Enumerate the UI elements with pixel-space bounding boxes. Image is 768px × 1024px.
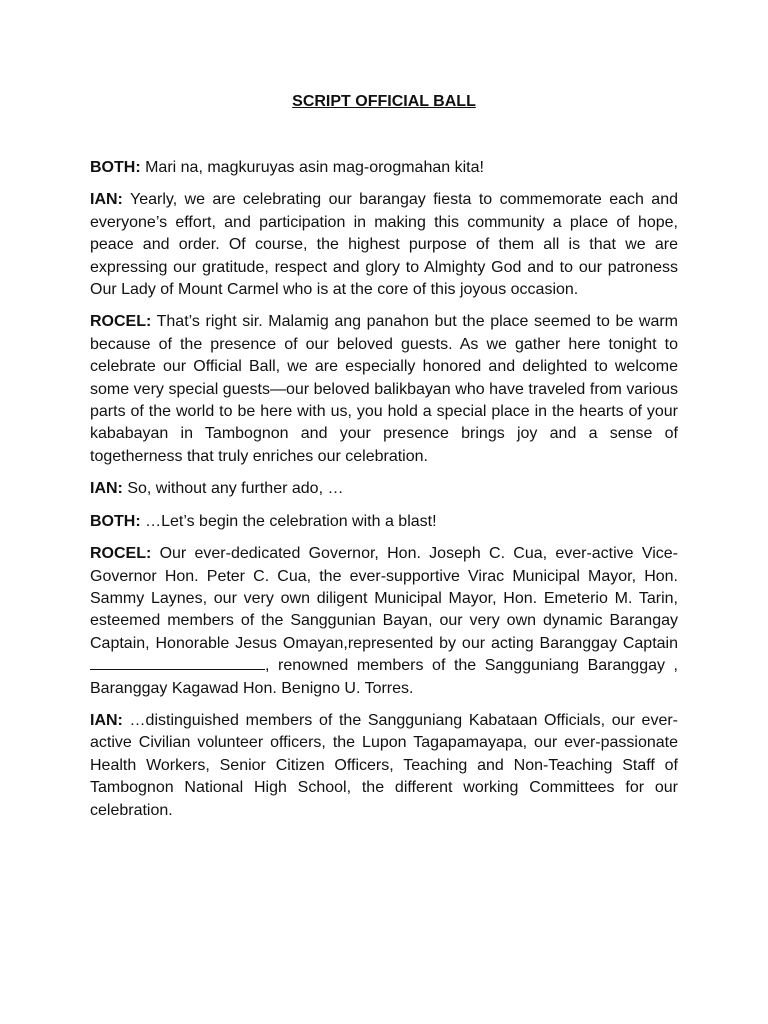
script-line-2 bbox=[90, 189, 678, 301]
speaker-label: IAN: bbox=[90, 191, 123, 209]
document-page bbox=[90, 91, 678, 832]
line-text: Mari na, magkuruyas asin mag-orogmahan kita! bbox=[140, 159, 484, 176]
fill-in-blank bbox=[90, 655, 265, 670]
line-text: Our ever-dedicated Governor, Hon. Joseph C. Cua, ever-active Vice-Governor Hon. Peter C. Cua, the ever-supportive Virac Municipal Mayor, Hon. Sammy Laynes, our very own diligent Municipal Mayor, Hon. Emeterio M. Tarin, esteemed members of the Sanggunian Bayan, our very own dynamic Barangay Captain, Honorable Jesus Omayan,represented by our acting Baranggay Captain bbox=[90, 545, 678, 652]
script-line-4 bbox=[90, 478, 678, 500]
line-text: …distinguished members of the Sangguniang Kabataan Officials, our ever-active Civilian volunteer officers, the Lupon Tagapamayapa, our ever-passionate Health Workers, Senior Citizen Officers, Teaching and Non-Teaching Staff of Tambognon National High School, the different working Committees for our celebration. bbox=[90, 711, 678, 819]
line-text: That’s right sir. Malamig ang panahon but the place seemed to be warm because of the presence of our beloved guests. As we gather here tonight to celebrate our Official Ball, we are especially honored and delighted to welcome some very special guests—our beloved balikbayan who have traveled from various parts of the world to be here with us, you hold a special place in the hearts of your kababayan in Tambognon and your presence brings joy and a sense of togetherness that truly enriches our celebration. bbox=[90, 313, 678, 465]
document-title: SCRIPT OFFICIAL BALL bbox=[292, 93, 476, 110]
script-line-6 bbox=[90, 543, 678, 700]
speaker-label: ROCEL: bbox=[90, 313, 152, 331]
speaker-label: BOTH: bbox=[90, 512, 141, 530]
script-line-1 bbox=[90, 157, 678, 179]
speaker-label: IAN: bbox=[90, 480, 123, 498]
line-text: Yearly, we are celebrating our barangay fiesta to commemorate each and everyone’s effort, and participation in making this community a place of hope, peace and order. Of course, the highest purpose of them all is that we are expressing our gratitude, respect and glory to Almighty God and to our patroness Our Lady of Mount Carmel who is at the core of this joyous occasion. bbox=[90, 191, 678, 299]
speaker-label: BOTH: bbox=[90, 159, 141, 176]
script-line-3 bbox=[90, 311, 678, 468]
speaker-label: IAN: bbox=[90, 711, 123, 729]
line-text-continued: , renowned members of the Sangguniang Baranggay , Baranggay Kagawad Hon. Benigno U. Torres. bbox=[90, 657, 678, 697]
line-text: …Let’s begin the celebration with a blast! bbox=[140, 512, 437, 530]
script-line-5 bbox=[90, 511, 678, 533]
line-text: So, without any further ado, … bbox=[122, 480, 344, 498]
script-line-7 bbox=[90, 710, 678, 822]
speaker-label: ROCEL: bbox=[90, 545, 152, 563]
